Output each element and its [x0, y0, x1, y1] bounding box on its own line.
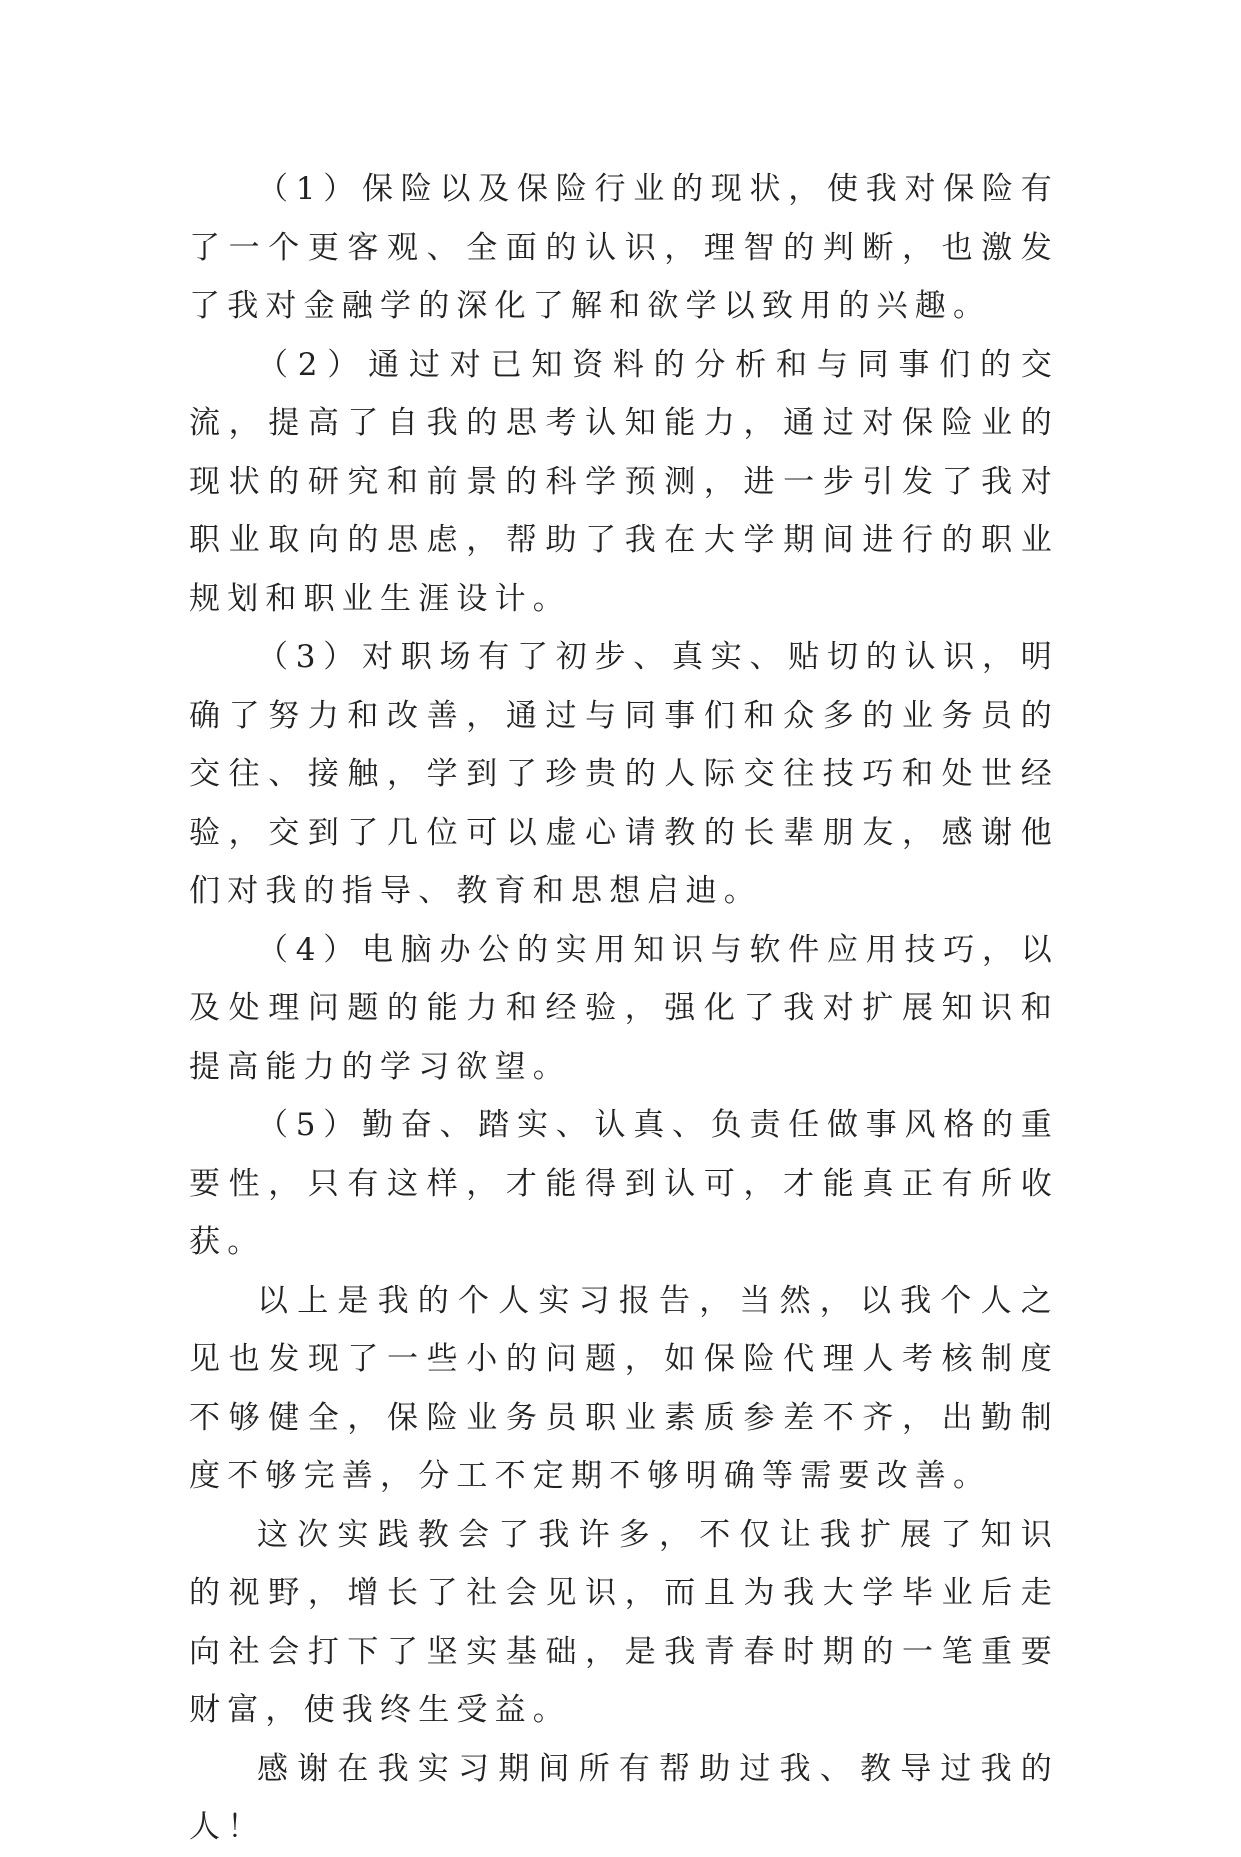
paragraph-workplace-understanding: （3）对职场有了初步、真实、贴切的认识，明确了努力和改善，通过与同事们和众多的业务员的交往、接触，学到了珍贵的人际交往技巧和处世经验，交到了几位可以虚心请教的长辈朋友，感谢他们对我的指导、教育和思想启迪。	[189, 639, 1059, 909]
document-body	[189, 160, 1059, 1857]
paragraph-thinking-ability: （2）通过对已知资料的分析和与同事们的交流，提高了自我的思考认知能力，通过对保险业的现状的研究和前景的科学预测，进一步引发了我对职业取向的思虑，帮助了我在大学期间进行的职业规划和职业生涯设计。	[189, 346, 1059, 617]
paragraph-practice-value: 这次实践教会了我许多，不仅让我扩展了知识的视野，增长了社会见识，而且为我大学毕业后走向社会打下了坚实基础，是我青春时期的一笔重要财富，使我终生受益。	[189, 1516, 1059, 1728]
paragraph-work-style: （5）勤奋、踏实、认真、负责任做事风格的重要性，只有这样，才能得到认可，才能真正有所收获。	[189, 1107, 1059, 1260]
paragraph-computer-skills: （4）电脑办公的实用知识与软件应用技巧，以及处理问题的能力和经验，强化了我对扩展知识和提高能力的学习欲望。	[189, 931, 1059, 1085]
paragraph-problems-found: 以上是我的个人实习报告，当然，以我个人之见也发现了一些小的问题，如保险代理人考核制度不够健全，保险业务员职业素质参差不齐，出勤制度不够完善，分工不定期不够明确等需要改善。	[189, 1282, 1059, 1494]
paragraph-thanks: 感谢在我实习期间所有帮助过我、教导过我的人！	[189, 1750, 1059, 1845]
paragraph-insurance-status: （1）保险以及保险行业的现状，使我对保险有了一个更客观、全面的认识，理智的判断，也激发了我对金融学的深化了解和欲学以致用的兴趣。	[189, 171, 1059, 324]
